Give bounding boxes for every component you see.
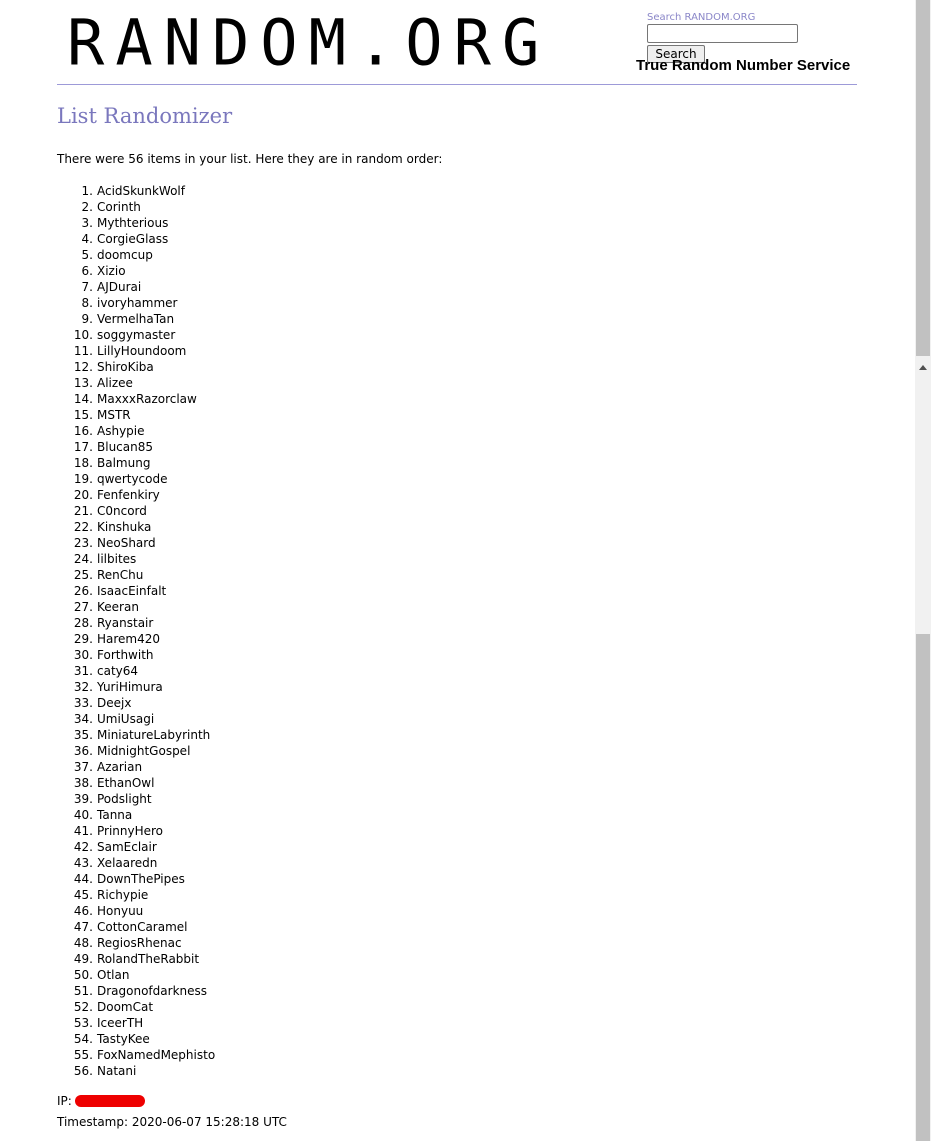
list-item-number: 10. — [73, 328, 93, 342]
header-divider — [57, 84, 857, 85]
list-item-number: 41. — [73, 824, 93, 838]
list-item-number: 5. — [81, 248, 93, 262]
list-item-number: 39. — [73, 792, 93, 806]
tagline: True Random Number Service — [636, 57, 851, 74]
list-item — [57, 775, 215, 791]
list-item-label: NeoShard — [97, 536, 156, 550]
list-item — [57, 247, 215, 263]
list-item-number: 47. — [73, 920, 93, 934]
redacted-ip-mark — [75, 1095, 145, 1107]
list-item — [57, 919, 215, 935]
list-item — [57, 471, 215, 487]
list-item — [57, 839, 215, 855]
list-item — [57, 631, 215, 647]
list-item-label: C0ncord — [97, 504, 147, 518]
list-item-label: EthanOwl — [97, 776, 155, 790]
list-item-label: AJDurai — [97, 280, 142, 294]
list-item-label: Fenfenkiry — [97, 488, 160, 502]
list-item-number: 3. — [81, 216, 93, 230]
list-item-label: lilbites — [97, 552, 137, 566]
list-item-number: 54. — [73, 1032, 93, 1046]
list-item-number: 1. — [81, 184, 93, 198]
list-item — [57, 967, 215, 983]
random-org-logo[interactable]: RANDOM.ORG — [67, 5, 551, 80]
list-item — [57, 1047, 215, 1063]
list-item-label: TastyKee — [97, 1032, 150, 1046]
list-item-label: Dragonofdarkness — [97, 984, 208, 998]
list-item — [57, 711, 215, 727]
list-item-number: 20. — [73, 488, 93, 502]
list-item-number: 23. — [73, 536, 93, 550]
list-item-number: 38. — [73, 776, 93, 790]
list-item — [57, 903, 215, 919]
list-item — [57, 279, 215, 295]
list-item — [57, 599, 215, 615]
list-item — [57, 503, 215, 519]
scrollbar-thumb[interactable] — [916, 634, 930, 1141]
list-item-number: 11. — [73, 344, 93, 358]
list-item-label: Balmung — [97, 456, 151, 470]
ip-label: IP: — [57, 1094, 72, 1108]
list-item-label: soggymaster — [97, 328, 176, 342]
scroll-up-arrow-icon[interactable] — [919, 365, 927, 370]
list-item-number: 49. — [73, 952, 93, 966]
list-item-number: 40. — [73, 808, 93, 822]
list-item-number: 22. — [73, 520, 93, 534]
list-item-label: Mythterious — [97, 216, 169, 230]
list-item-number: 31. — [73, 664, 93, 678]
list-item-label: AcidSkunkWolf — [97, 184, 185, 198]
list-item — [57, 487, 215, 503]
list-item-number: 17. — [73, 440, 93, 454]
list-item — [57, 583, 215, 599]
list-item — [57, 695, 215, 711]
list-item-label: Deejx — [97, 696, 132, 710]
list-item-label: MSTR — [97, 408, 131, 422]
list-item — [57, 535, 215, 551]
list-item-label: Otlan — [97, 968, 130, 982]
list-item-label: VermelhaTan — [97, 312, 175, 326]
list-item — [57, 855, 215, 871]
list-item-label: Keeran — [97, 600, 139, 614]
list-item-number: 55. — [73, 1048, 93, 1062]
list-item — [57, 375, 215, 391]
list-item-number: 36. — [73, 744, 93, 758]
list-item-label: RenChu — [97, 568, 144, 582]
list-item-number: 12. — [73, 360, 93, 374]
list-item — [57, 359, 215, 375]
randomized-list — [57, 183, 215, 1079]
list-item-number: 35. — [73, 728, 93, 742]
list-item — [57, 663, 215, 679]
list-item-number: 18. — [73, 456, 93, 470]
list-item-label: FoxNamedMephisto — [97, 1048, 216, 1062]
list-item-label: Alizee — [97, 376, 133, 390]
list-item-label: ivoryhammer — [97, 296, 178, 310]
list-item — [57, 439, 215, 455]
ip-line — [57, 1094, 145, 1108]
list-item-number: 51. — [73, 984, 93, 998]
intro-text: There were 56 items in your list. Here they are in random order: — [57, 152, 443, 166]
page-title: List Randomizer — [57, 104, 233, 128]
list-item-label: DoomCat — [97, 1000, 154, 1014]
list-item — [57, 199, 215, 215]
list-item-number: 26. — [73, 584, 93, 598]
list-item-label: ShiroKiba — [97, 360, 154, 374]
list-item-label: IceerTH — [97, 1016, 144, 1030]
list-item-label: MaxxxRazorclaw — [97, 392, 197, 406]
list-item — [57, 615, 215, 631]
list-item — [57, 455, 215, 471]
list-item-label: Blucan85 — [97, 440, 153, 454]
list-item-number: 8. — [81, 296, 93, 310]
list-item-label: CottonCaramel — [97, 920, 188, 934]
scrollbar-track-upper[interactable] — [916, 0, 930, 356]
list-item — [57, 391, 215, 407]
list-item-number: 50. — [73, 968, 93, 982]
list-item-label: UmiUsagi — [97, 712, 155, 726]
list-item-label: Xizio — [97, 264, 126, 278]
list-item-number: 29. — [73, 632, 93, 646]
list-item-label: Ryanstair — [97, 616, 154, 630]
list-item-label: Forthwith — [97, 648, 154, 662]
list-item — [57, 759, 215, 775]
list-item-label: Harem420 — [97, 632, 161, 646]
list-item-number: 25. — [73, 568, 93, 582]
list-item-label: caty64 — [97, 664, 139, 678]
list-item-label: Ashypie — [97, 424, 145, 438]
list-item-number: 34. — [73, 712, 93, 726]
list-item-label: Natani — [97, 1064, 137, 1078]
list-item-label: Richypie — [97, 888, 149, 902]
list-item-number: 42. — [73, 840, 93, 854]
list-item-number: 27. — [73, 600, 93, 614]
list-item-number: 52. — [73, 1000, 93, 1014]
list-item-number: 6. — [81, 264, 93, 278]
list-item-label: Honyuu — [97, 904, 144, 918]
list-item — [57, 951, 215, 967]
list-item — [57, 935, 215, 951]
list-item-number: 48. — [73, 936, 93, 950]
list-item-label: Xelaaredn — [97, 856, 158, 870]
list-item-number: 14. — [73, 392, 93, 406]
list-item-label: MiniatureLabyrinth — [97, 728, 211, 742]
search-button[interactable]: Search — [647, 45, 705, 63]
list-item — [57, 263, 215, 279]
list-item-number: 9. — [81, 312, 93, 326]
list-item-label: doomcup — [97, 248, 153, 262]
list-item-number: 32. — [73, 680, 93, 694]
list-item — [57, 727, 215, 743]
search-input[interactable] — [647, 24, 798, 43]
list-item — [57, 519, 215, 535]
list-item — [57, 823, 215, 839]
list-item — [57, 871, 215, 887]
list-item-number: 30. — [73, 648, 93, 662]
list-item-number: 43. — [73, 856, 93, 870]
list-item — [57, 807, 215, 823]
list-item-label: RolandTheRabbit — [97, 952, 200, 966]
list-item-label: PrinnyHero — [97, 824, 164, 838]
list-item — [57, 999, 215, 1015]
list-item-number: 53. — [73, 1016, 93, 1030]
list-item — [57, 791, 215, 807]
search-label[interactable]: Search RANDOM.ORG — [647, 12, 756, 23]
list-item-number: 33. — [73, 696, 93, 710]
list-item — [57, 183, 215, 199]
list-item-label: RegiosRhenac — [97, 936, 182, 950]
list-item — [57, 407, 215, 423]
list-item — [57, 1031, 215, 1047]
list-item-label: DownThePipes — [97, 872, 185, 886]
list-item — [57, 1063, 215, 1079]
list-item — [57, 215, 215, 231]
list-item — [57, 887, 215, 903]
list-item-number: 24. — [73, 552, 93, 566]
list-item — [57, 295, 215, 311]
list-item — [57, 343, 215, 359]
list-item-label: SamEclair — [97, 840, 157, 854]
list-item-number: 13. — [73, 376, 93, 390]
list-item — [57, 231, 215, 247]
list-item — [57, 311, 215, 327]
list-item-number: 16. — [73, 424, 93, 438]
list-item-label: LillyHoundoom — [97, 344, 187, 358]
list-item — [57, 423, 215, 439]
list-item-number: 2. — [81, 200, 93, 214]
list-item-number: 56. — [73, 1064, 93, 1078]
list-item-label: Kinshuka — [97, 520, 152, 534]
list-item — [57, 327, 215, 343]
list-item-label: MidnightGospel — [97, 744, 191, 758]
list-item-number: 46. — [73, 904, 93, 918]
list-item-number: 7. — [81, 280, 93, 294]
list-item-number: 45. — [73, 888, 93, 902]
timestamp: Timestamp: 2020-06-07 15:28:18 UTC — [57, 1115, 287, 1129]
list-item-number: 4. — [81, 232, 93, 246]
list-item-number: 44. — [73, 872, 93, 886]
list-item — [57, 1015, 215, 1031]
list-item-number: 19. — [73, 472, 93, 486]
list-item-label: CorgieGlass — [97, 232, 169, 246]
list-item-label: Azarian — [97, 760, 143, 774]
list-item-number: 28. — [73, 616, 93, 630]
list-item-label: YuriHimura — [97, 680, 163, 694]
list-item-label: qwertycode — [97, 472, 168, 486]
vertical-scrollbar[interactable] — [915, 0, 931, 1141]
list-item — [57, 567, 215, 583]
list-item — [57, 679, 215, 695]
list-item-number: 21. — [73, 504, 93, 518]
list-item — [57, 983, 215, 999]
list-item — [57, 647, 215, 663]
list-item-label: IsaacEinfalt — [97, 584, 167, 598]
list-item-number: 37. — [73, 760, 93, 774]
list-item-label: Corinth — [97, 200, 141, 214]
list-item-number: 15. — [73, 408, 93, 422]
list-item-label: Tanna — [97, 808, 133, 822]
list-item — [57, 743, 215, 759]
list-item-label: Podslight — [97, 792, 152, 806]
list-item — [57, 551, 215, 567]
